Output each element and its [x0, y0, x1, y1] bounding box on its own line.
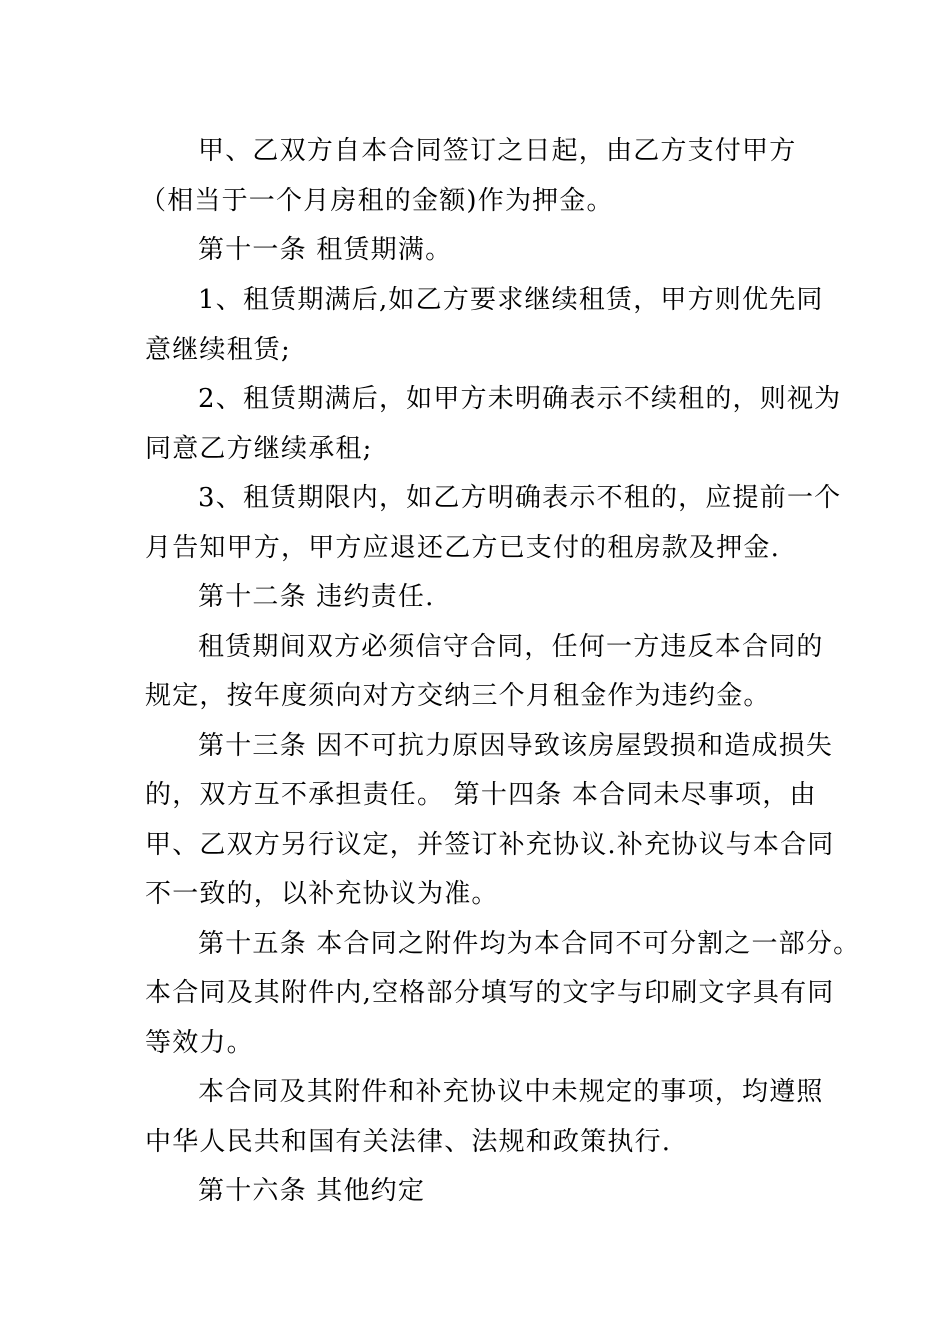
article-11-item-2-line-2: 同意乙方继续承租;	[145, 434, 373, 464]
article-13-14-line-2: 的，双方互不承担责任。 第十四条 本合同未尽事项，由	[145, 780, 817, 810]
article-11-item-1-line-2: 意继续租赁;	[145, 335, 291, 365]
paragraph-deposit-line-2: （相当于一个月房租的金额)作为押金。	[140, 186, 614, 216]
article-15-body2-line-1: 本合同及其附件和补充协议中未规定的事项，均遵照	[198, 1077, 824, 1107]
article-12-body-line-2: 规定，按年度须向对方交纳三个月租金作为违约金。	[145, 681, 771, 711]
article-14-line-3: 甲、乙双方另行议定，并签订补充协议.补充协议与本合同	[145, 830, 835, 860]
article-15-line-2: 本合同及其附件内,空格部分填写的文字与印刷文字具有同	[145, 978, 835, 1008]
article-11-item-2-line-1: 2、租赁期满后，如甲方未明确表示不续租的，则视为	[198, 384, 842, 414]
article-11-item-1-line-1: 1、租赁期满后,如乙方要求继续租赁，甲方则优先同	[198, 285, 824, 315]
article-13-line-1: 第十三条 因不可抗力原因导致该房屋毁损和造成损失	[198, 731, 834, 761]
article-15-line-3: 等效力。	[145, 1028, 254, 1058]
paragraph-deposit-line-1: 甲、乙双方自本合同签订之日起，由乙方支付甲方	[198, 136, 797, 166]
article-15-body2-line-2: 中华人民共和国有关法律、法规和政策执行.	[145, 1127, 672, 1157]
article-11-heading: 第十一条 租赁期满。	[198, 235, 453, 265]
article-11-item-3-line-1: 3、租赁期限内，如乙方明确表示不租的，应提前一个	[198, 483, 842, 513]
article-12-body-line-1: 租赁期间双方必须信守合同，任何一方违反本合同的	[198, 632, 824, 662]
article-14-line-4: 不一致的，以补充协议为准。	[145, 879, 499, 909]
article-12-heading: 第十二条 违约责任.	[198, 582, 435, 612]
article-16-heading: 第十六条 其他约定	[198, 1176, 426, 1206]
article-15-line-1: 第十五条 本合同之附件均为本合同不可分割之一部分。	[198, 929, 861, 959]
article-11-item-3-line-2: 月告知甲方，甲方应退还乙方已支付的租房款及押金.	[145, 533, 781, 563]
